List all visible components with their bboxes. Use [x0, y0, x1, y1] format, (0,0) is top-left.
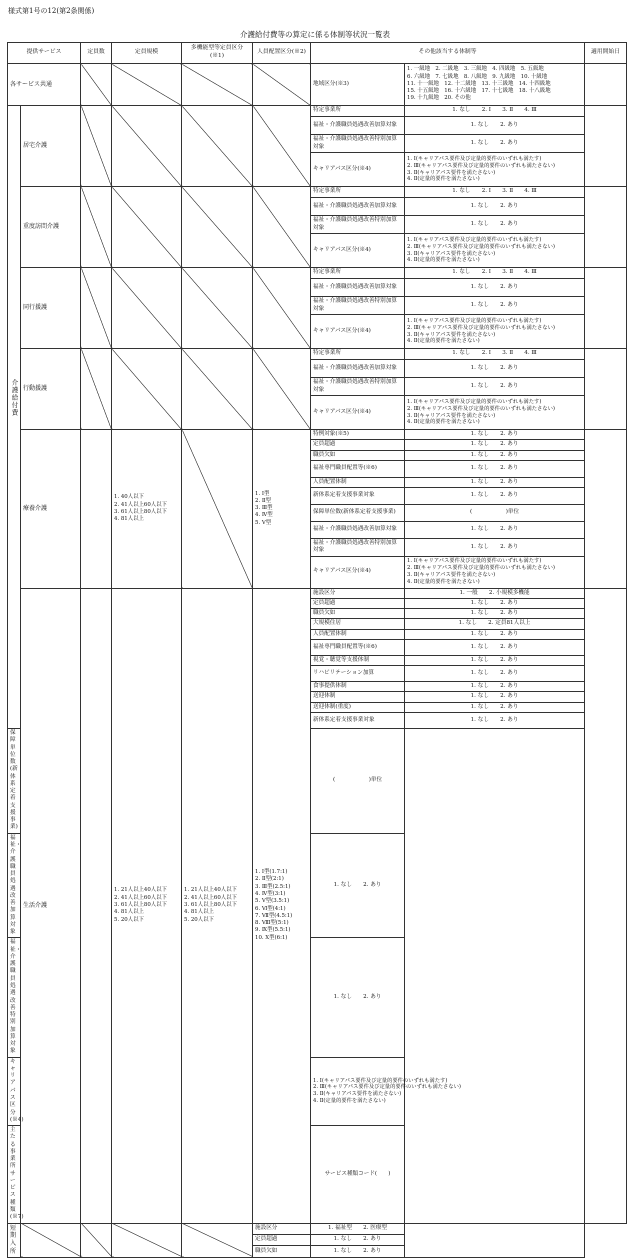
ryoyo-staff: 1. Ⅰ型 2. Ⅱ型 3. Ⅲ型 4. Ⅳ型 5. Ⅴ型 [253, 430, 311, 589]
seikatsu-scale: 1. 21人以上40人以下 2. 41人以上60人以下 3. 61人以上80人以下 4. 81人以上 5. 20人以下 [112, 588, 182, 1223]
page-title: 介護給付費等の算定に係る体制等状況一覧表 [240, 30, 390, 39]
header-staff: 人員配置区分(※2) [253, 43, 311, 64]
table-row: 行動援護 特定事業所 1. なし 2. Ⅰ 3. Ⅱ 4. Ⅲ [8, 349, 627, 360]
seikatsu-multi: 1. 21人以上40人以下 2. 41人以上60人以下 3. 61人以上80人以下 4. 81人以上 5. 20人以下 [182, 588, 253, 1223]
table-row: 同行援護 特定事業所 1. なし 2. Ⅰ 3. Ⅱ 4. Ⅲ [8, 268, 627, 279]
header-start-date: 適用開始日 [585, 43, 627, 64]
header-capacity-scale: 定員規模 [112, 43, 182, 64]
table-row: 重度訪問介護 特定事業所 1. なし 2. Ⅰ 3. Ⅱ 4. Ⅲ [8, 187, 627, 198]
region-label: 地域区分(※3) [311, 64, 405, 106]
header-service: 提供サービス [8, 43, 81, 64]
big-category-label: 介護給付費 [8, 106, 21, 729]
status-table: 提供サービス 定員数 定員規模 多機能型等定員区分(※1) 人員配置区分(※2) その他該当する体制等 適用開始日 各サービス共通 地域区分(※3) 1. 一級地 2. 二級地 3. 三級地 4. 四級地 5. 五級地 6. 六級地 7. 七級地 8. 八級地 9. 九級地 10. 十級地 11. 十一級地 12. 十二級地 13. 十三級地 14. 十四級地 15. 十五級地 16. 十六級地 17. 十七級地 18. 十八級地 19. 十九級地 20. その他 介護給付費 居宅介護 特定事業所 1. なし 2. Ⅰ 3. Ⅱ 4. Ⅲ 福祉・介護職員処遇改善加算対象 1. なし 2. あり 福祉・介護職員処遇改善特別加算対象 1. なし 2. あり キャリアパス区分(※4) 1. Ⅰ(キャリアパス要件及び定量的要件のいずれも満たす) 2. Ⅲ(キャリアパス要件及び定量的要件のいずれも満たさない) 3. Ⅱ(キャリアパス要件を満たさない) 4. Ⅱ(定量的要件を満たさない) 重度訪問介護 特定事業所 1. なし 2. Ⅰ 3. Ⅱ 4. Ⅲ 福祉・介護職員処遇改善加算対象 1. なし 2. あり 福祉・介護職員処遇改善特別加算対象 1. なし 2. あり キャリアパス区分(※4) 1. Ⅰ(キャリアパス要件及び定量的要件のいずれも満たす) 2. Ⅲ(キャリアパス要件及び定量的要件のいずれも満たさない) 3. Ⅱ(キャリアパス要件を満たさない) 4. Ⅱ(定量的要件を満たさない) 同行援護 特定事業所 1. なし 2. Ⅰ 3. Ⅱ 4. Ⅲ 福祉・介護職員処遇改善加算対象 1. なし 2. あり 福祉・介護職員処遇改善特別加算対象 1. なし 2. あり キャリアパス区分(※4) 1. Ⅰ(キャリアパス要件及び定量的要件のいずれも満たす) 2. Ⅲ(キャリアパス要件及び定量的要件のいずれも満たさない) 3. Ⅱ(キャリアパス要件を満たさない) 4. Ⅱ(定量的要件を満たさない) 行動援護 特定事業所 1. なし 2. Ⅰ 3. Ⅱ 4. Ⅲ 福祉・介護職員処遇改善加算対象 1. なし 2. あり 福祉・介護職員処遇改善特別加算対象 1. なし 2. あり キャリアパス区分(※4) 1. Ⅰ(キャリアパス要件及び定量的要件のいずれも満たす) 2. Ⅲ(キャリアパス要件及び定量的要件のいずれも満たさない) 3. Ⅱ(キャリアパス要件を満たさない) 4. Ⅱ(定量的要件を満たさない) 療養介護 1. 40人以下 2. 41人以上60人以下 3. 61人以上80人以下 4. 81人以上 1. Ⅰ型 2. Ⅱ型 3. Ⅲ型 4. Ⅳ型 5. Ⅴ型 特例対象(※5) 1. なし 2. あり 定員超過 1. なし 2. あり 職員欠如 1. なし 2. あり 福祉専門職員配置等(※6) 1. なし 2. あり 人員配置体制 1. なし 2. あり 新体系定着支援事業対象 1. なし 2. あり 保障単位数(新体系定着支援事業) ( )単位 福祉・介護職員処遇改善加算対象 1. なし 2. あり 福祉・介護職員処遇改善特別加算対象 1. なし 2. あり キャリアパス区分(※4) 1. Ⅰ(キャリアパス要件及び定量的要件のいずれも満たす) 2. Ⅲ(キャリアパス要件及び定量的要件のいずれも満たさない) 3. Ⅱ(キャリアパス要件を満たさない) 4. Ⅱ(定量的要件を満たさない) 生活介護 1. 21人以上40人以下 2. 41人以上60人以下 3. 61人以上80人以下 4. 81人以上 5. 20人以下 1. 21人以上40人以下 2. 41人以上60人以下 3. 61人以上80人以下 4. 81人以上 5. 20人以下 1. Ⅰ型(1.7:1) 2. Ⅱ型(2:1) 3. Ⅲ型(2.5:1) 4. Ⅳ型(3:1) 5. Ⅴ型(3.5:1) 6. Ⅵ型(4:1) 7. Ⅶ型(4.5:1) 8. Ⅷ型(5:1) 9. Ⅸ型(5.5:1) 10. Ⅹ型(6:1) 施設区分 1. 一般 2. 小規模多機能 定員超過 1. なし 2. あり 職員欠如 1. なし 2. あり 大規模住居 1. なし 2. 定員81人以上 人員配置体制 1. なし 2. あり 福祉専門職員配置等(※6) 1. なし 2. あり 視覚・聴覚等支援体制 1. なし 2. あり リハビリテーション加算 1. なし 2. あり 食事提供体制 1. なし 2. あり 送迎体制 1. なし 2. あり 送迎体制(重度) 1. なし 2. あり 新体系定着支援事業対象 1. なし 2. あり 保障単位数(新体系定着支援事業) ( )単位 福祉・介護職員処遇改善加算対象 1. なし 2. あり 福祉・介護職員処遇改善特別加算対象 1. なし 2. あり キャリアパス区分(※4) 1. Ⅰ(キャリアパス要件及び定量的要件のいずれも満たす) 2. Ⅲ(キャリアパス要件及び定量的要件のいずれも満たさない) 3. Ⅱ(キャリアパス要件を満たさない) 4. Ⅱ(定量的要件を満たさない) 主たる事業所サービス種類(※7) サービス種類コード( ) 短期入所 施設区分 1. 福祉型 2. 医療型 定員超過 1. なし 2. あり 職員欠如 1. なし 2. あり [7, 42, 627, 1258]
service-ryoyo: 療養介護 [21, 430, 81, 589]
table-row: 療養介護 1. 40人以下 2. 41人以上60人以下 3. 61人以上80人以下 4. 81人以上 1. Ⅰ型 2. Ⅱ型 3. Ⅲ型 4. Ⅳ型 5. Ⅴ型 特例対象(※5) 1. なし 2. あり [8, 430, 627, 440]
service-jyudo: 重度訪問介護 [21, 187, 81, 268]
header-multi-func: 多機能型等定員区分(※1) [182, 43, 253, 64]
ryoyo-scale: 1. 40人以下 2. 41人以上60人以下 3. 61人以上80人以下 4. 81人以上 [112, 430, 182, 589]
table-row: 短期入所 施設区分 1. 福祉型 2. 医療型 [8, 1223, 627, 1234]
service-kodo: 行動援護 [21, 349, 81, 430]
header-other: その他該当する体制等 [311, 43, 585, 64]
header-capacity: 定員数 [81, 43, 112, 64]
start-date-cell[interactable] [585, 64, 627, 106]
service-doko: 同行援護 [21, 268, 81, 349]
table-row: 生活介護 1. 21人以上40人以下 2. 41人以上60人以下 3. 61人以上80人以下 4. 81人以上 5. 20人以下 1. 21人以上40人以下 2. 41人以上60人以下 3. 61人以上80人以下 4. 81人以上 5. 20人以下 1. Ⅰ型(1.7:1) 2. Ⅱ型(2:1) 3. Ⅲ型(2.5:1) 4. Ⅳ型(3:1) 5. Ⅴ型(3.5:1) 6. Ⅵ型(4:1) 7. Ⅶ型(4.5:1) 8. Ⅷ型(5:1) 9. Ⅸ型(5.5:1) 10. Ⅹ型(6:1) 施設区分 1. 一般 2. 小規模多機能 [8, 588, 627, 598]
table-header-row [8, 43, 627, 64]
table-row: 介護給付費 居宅介護 特定事業所 1. なし 2. Ⅰ 3. Ⅱ 4. Ⅲ [8, 106, 627, 117]
service-seikatsu: 生活介護 [21, 588, 81, 1223]
region-options: 1. 一級地 2. 二級地 3. 三級地 4. 四級地 5. 五級地 6. 六級地 7. 七級地 8. 八級地 9. 九級地 10. 十級地 11. 十一級地 12. 十二級地 13. 十三級地 14. 十四級地 15. 十五級地 16. 十六級地 17. 十七級地 18. 十八級地 19. 十九級地 20. その他 [405, 64, 585, 106]
table-row [8, 64, 627, 106]
common-label: 各サービス共通 [8, 64, 81, 106]
seikatsu-staff: 1. Ⅰ型(1.7:1) 2. Ⅱ型(2:1) 3. Ⅲ型(2.5:1) 4. Ⅳ型(3:1) 5. Ⅴ型(3.5:1) 6. Ⅵ型(4:1) 7. Ⅶ型(4.5:1) 8. Ⅷ型(5:1) 9. Ⅸ型(5.5:1) 10. Ⅹ型(6:1) [253, 588, 311, 1223]
form-number: 様式第1号の12(第2条関係) [8, 7, 95, 15]
service-tanki: 短期入所 [8, 1223, 21, 1257]
service-kyotaku: 居宅介護 [21, 106, 81, 187]
